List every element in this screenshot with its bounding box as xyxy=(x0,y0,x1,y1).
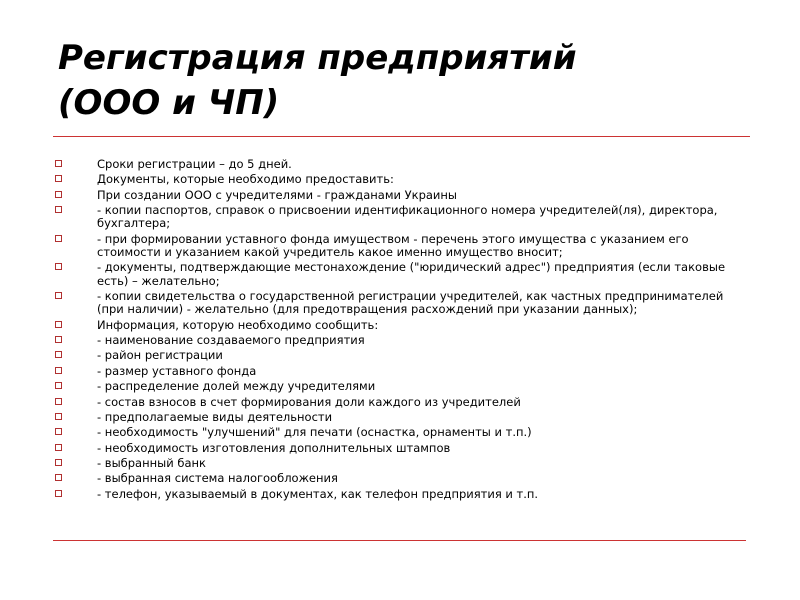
hollow-square-icon xyxy=(55,160,62,167)
hollow-square-icon xyxy=(55,321,62,328)
bullet-list xyxy=(52,158,752,503)
list-item xyxy=(52,457,752,470)
list-item-text: - необходимость изготовления дополнительных штампов xyxy=(97,440,451,455)
list-item xyxy=(52,472,752,485)
list-item-text: - при формировании уставного фонда имуществом - перечень этого имущества с указанием его стоимости и указанием какой учредитель какое именно имущество вносит; xyxy=(97,231,689,259)
hollow-square-icon xyxy=(55,206,62,213)
list-item-text: - предполагаемые виды деятельности xyxy=(97,409,333,424)
list-item xyxy=(52,396,752,409)
list-item-text: - документы, подтверждающие местонахождение ("юридический адрес") предприятия (если таковые есть) – желательно; xyxy=(97,260,726,288)
list-item-text: - выбранная система налогообложения xyxy=(97,471,338,486)
hollow-square-icon xyxy=(55,263,62,270)
hollow-square-icon xyxy=(55,191,62,198)
hollow-square-icon xyxy=(55,444,62,451)
list-item-text: - наименование создаваемого предприятия xyxy=(97,332,365,347)
hollow-square-icon xyxy=(55,351,62,358)
list-item xyxy=(52,233,752,259)
slide-title-line-2: (ООО и ЧП) xyxy=(58,83,280,123)
hollow-square-icon xyxy=(55,428,62,435)
list-item-text: Информация, которую необходимо сообщить: xyxy=(97,317,379,332)
hollow-square-icon xyxy=(55,382,62,389)
title-divider xyxy=(53,136,750,137)
list-item-text: - размер уставного фонда xyxy=(97,363,257,378)
list-item-text: - состав взносов в счет формирования доли каждого из учредителей xyxy=(97,394,521,409)
list-item xyxy=(52,189,752,202)
list-item-text: При создании ООО с учредителями - гражданами Украины xyxy=(97,187,458,202)
list-item-text: Сроки регистрации – до 5 дней. xyxy=(97,157,292,171)
list-item-text: - копии свидетельства о государственной регистрации учредителей, как частных предпринимателей (при наличии) - желательно (для предотвращения расхождений при указании данных); xyxy=(97,288,724,317)
footer-divider xyxy=(53,540,746,541)
hollow-square-icon xyxy=(55,175,62,182)
list-item-text: - выбранный банк xyxy=(97,456,206,471)
list-item-text: - район регистрации xyxy=(97,348,223,363)
list-item xyxy=(52,488,752,501)
hollow-square-icon xyxy=(55,336,62,343)
list-item xyxy=(52,290,752,316)
list-item-text: - распределение долей между учредителями xyxy=(97,379,376,394)
list-item xyxy=(52,319,752,332)
list-item xyxy=(52,204,752,230)
list-item xyxy=(52,442,752,455)
slide-title xyxy=(58,36,758,126)
hollow-square-icon xyxy=(55,235,62,242)
list-item-text: - необходимость "улучшений" для печати (оснастка, орнаменты и т.п.) xyxy=(97,425,532,440)
list-item xyxy=(52,334,752,347)
list-item xyxy=(52,261,752,287)
list-item xyxy=(52,158,752,171)
list-item-text: - копии паспортов, справок о присвоении идентификационного номера учредителей(ля), директора, бухгалтера; xyxy=(97,203,718,231)
list-item xyxy=(52,349,752,362)
list-item xyxy=(52,380,752,393)
list-item-text: - телефон, указываемый в документах, как телефон предприятия и т.п. xyxy=(97,486,539,501)
hollow-square-icon xyxy=(55,490,62,497)
hollow-square-icon xyxy=(55,459,62,466)
list-item-text: Документы, которые необходимо предоставить: xyxy=(97,172,394,187)
list-item xyxy=(52,365,752,378)
hollow-square-icon xyxy=(55,398,62,405)
hollow-square-icon xyxy=(55,413,62,420)
list-item xyxy=(52,173,752,186)
slide-title-line-1: Регистрация предприятий xyxy=(58,38,577,78)
list-item xyxy=(52,411,752,424)
list-item xyxy=(52,426,752,439)
hollow-square-icon xyxy=(55,367,62,374)
hollow-square-icon xyxy=(55,474,62,481)
hollow-square-icon xyxy=(55,292,62,299)
